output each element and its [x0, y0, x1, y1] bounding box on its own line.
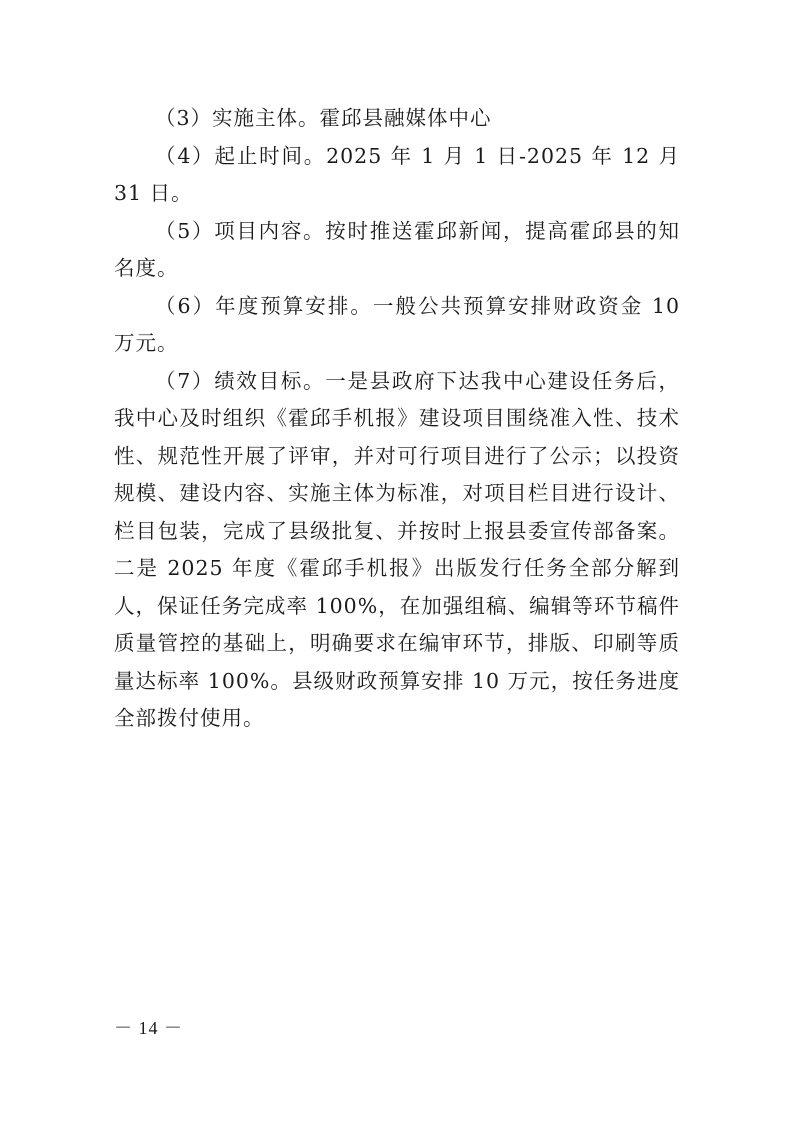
paragraph-project-content: （5）项目内容。按时推送霍邱新闻，提高霍邱县的知名度。: [114, 218, 680, 280]
paragraph-annual-budget: （6）年度预算安排。一般公共预算安排财政资金 10 万元。: [114, 293, 680, 355]
paragraph-duration: （4）起止时间。2025 年 1 月 1 日-2025 年 12 月 31 日。: [114, 143, 680, 205]
document-body: [114, 100, 680, 738]
paragraph-performance-goals: （7）绩效目标。一是县政府下达我中心建设任务后，我中心及时组织《霍邱手机报》建设项目围绕准入性、技术性、规范性开展了评审，并对可行项目进行了公示；以投资规模、建设内容、实施主体为标准，对项目栏目进行设计、栏目包装，完成了县级批复、并按时上报县委宣传部备案。二是 2025 年度《霍邱手机报》出版发行任务全部分解到人，保证任务完成率 100%，在加强组稿、编辑等环节稿件质量管控的基础上，明确要求在编审环节，排版、印刷等质量达标率 100%。县级财政预算安排 10 万元，按任务进度全部拨付使用。: [114, 368, 680, 730]
page-number: － 14 －: [114, 1018, 183, 1038]
paragraph-implementing-entity: （3）实施主体。霍邱县融媒体中心: [155, 106, 492, 130]
